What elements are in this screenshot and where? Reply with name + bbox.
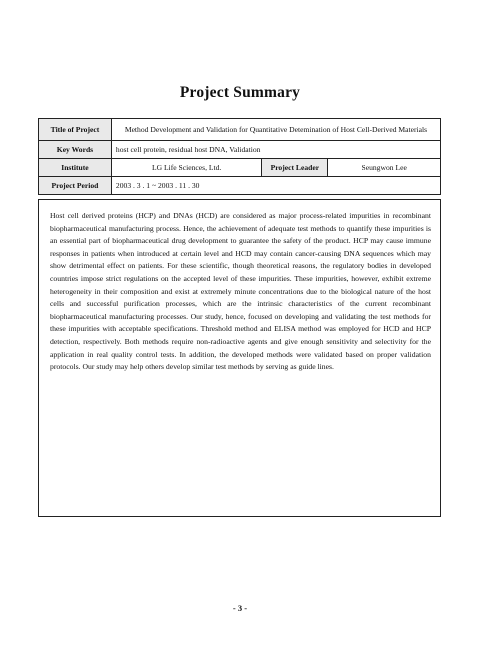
title-of-project-label: Title of Project bbox=[39, 119, 112, 141]
project-period-label: Project Period bbox=[39, 177, 112, 195]
title-row bbox=[39, 119, 441, 141]
page-number: - 3 - bbox=[232, 603, 248, 613]
title-of-project-value: Method Development and Validation for Quantitative Detemination of Host Cell-Derived Materials bbox=[111, 119, 440, 141]
institute-value: LG Life Sciences, Ltd. bbox=[111, 159, 261, 177]
key-words-label: Key Words bbox=[39, 141, 112, 159]
institute-label: Institute bbox=[39, 159, 112, 177]
project-leader-value: Seungwon Lee bbox=[328, 159, 441, 177]
project-leader-label: Project Leader bbox=[262, 159, 328, 177]
keywords-row bbox=[39, 141, 441, 159]
project-info-table bbox=[38, 118, 441, 195]
period-row bbox=[39, 177, 441, 195]
institute-row bbox=[39, 159, 441, 177]
page-title: Project Summary bbox=[179, 84, 301, 101]
key-words-value: host cell protein, residual host DNA, Validation bbox=[111, 141, 440, 159]
abstract-text: Host cell derived proteins (HCP) and DNAs (HCD) are considered as major process-related impurities in recombinant biopharmaceutical manufacturing process. Hence, the achievement of adequate test methods to quantify these impurities is an essential part of biopharmaceutical drug development to guarantee the safety of the product. HCP may cause immune responses in patients when introduced at certain level and HCD may contain cancer-causing DNA sequences which may show detrimental effect on patients. For these scientific, though theoretical reasons, the regulatory bodies in developed countries impose strict regulations on the accepted level of these impurities. These impurities, however, exhibit extreme heterogeneity in their composition and exist at extremely minute concentrations due to the biological nature of the host cells and successful purification processes, which are the intrinsic characteristics of the current recombinant biopharmaceutical manufacturing processes. Our study, hence, focused on developing and validating the test methods for these impurities with acceptable specifications. Threshold method and ELISA method was employed for HCD and HCP detection, respectively. Both methods require non-radioactive agents and give enough sensitivity and selectivity for the application in real quality control tests. In addition, the developed methods were validated based on proper validation protocols. Our study may help others develop similar test methods by serving as guide lines. bbox=[50, 211, 431, 372]
abstract-box bbox=[38, 199, 441, 517]
project-period-value: 2003 . 3 . 1 ~ 2003 . 11 . 30 bbox=[111, 177, 440, 195]
